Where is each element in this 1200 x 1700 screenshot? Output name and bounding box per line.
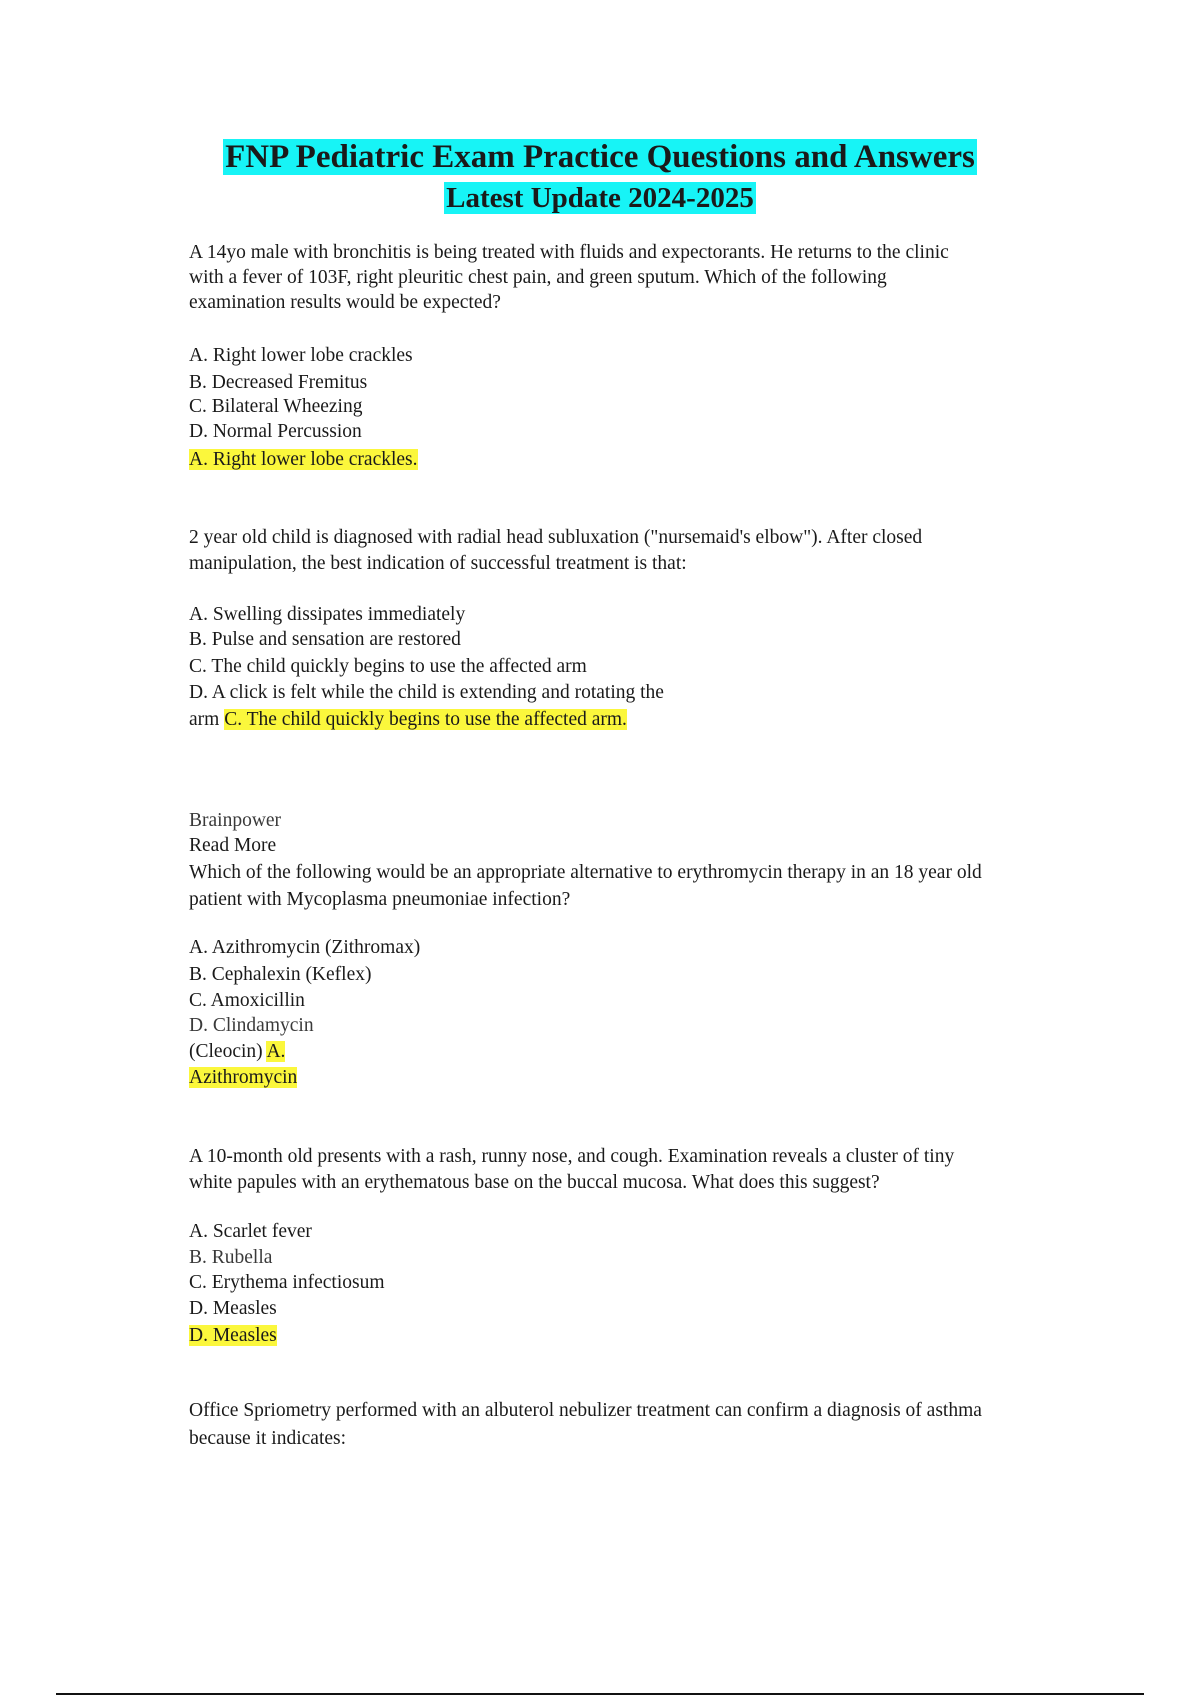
question-3-answer-part-1: A. [266,1041,286,1062]
document-title [0,136,1200,218]
question-2-option-a: A. Swelling dissipates immediately [189,604,466,625]
brainpower-label: Brainpower [189,810,282,831]
question-3-option-d: D. Clindamycin [189,1015,314,1036]
question-4-option-c: C. Erythema infectiosum [189,1272,385,1293]
question-3-option-c: C. Amoxicillin [189,990,305,1011]
question-2-stem-line-2: manipulation, the best indication of successful treatment is that: [189,553,687,574]
question-5-stem-line-1: Office Spriometry performed with an albuterol nebulizer treatment can confirm a diagnosis of asthma [189,1400,982,1421]
question-3-option-d-tail: (Cleocin) [189,1041,263,1062]
question-2-option-d: D. A click is felt while the child is extending and rotating the [189,682,664,703]
question-1-stem-line-3: examination results would be expected? [189,292,501,313]
question-3-option-a: A. Azithromycin (Zithromax) [189,937,421,958]
question-4-stem-line-2: white papules with an erythematous base on the buccal mucosa. What does this suggest? [189,1172,880,1193]
question-4-option-a: A. Scarlet fever [189,1221,312,1242]
question-3-option-b: B. Cephalexin (Keflex) [189,964,372,985]
question-3-answer-part-2: Azithromycin [189,1067,298,1088]
question-4-stem-line-1: A 10-month old presents with a rash, runny nose, and cough. Examination reveals a cluster of tiny [189,1146,955,1167]
question-1-stem-line-1: A 14yo male with bronchitis is being treated with fluids and expectorants. He returns to the clinic [189,242,949,263]
question-2-answer: C. The child quickly begins to use the affected arm. [224,709,627,730]
question-3-stem-line-1: Which of the following would be an appropriate alternative to erythromycin therapy in an 18 year old [189,862,982,883]
question-5-stem-line-2: because it indicates: [189,1428,347,1449]
question-4-option-b: B. Rubella [189,1247,273,1268]
question-1-option-b: B. Decreased Fremitus [189,372,368,393]
question-3-stem-line-2: patient with Mycoplasma pneumoniae infection? [189,889,571,910]
question-2-option-b: B. Pulse and sensation are restored [189,629,461,650]
question-1-option-d: D. Normal Percussion [189,421,362,442]
read-more-label: Read More [189,835,277,856]
question-1-option-c: C. Bilateral Wheezing [189,396,363,417]
title-line-1: FNP Pediatric Exam Practice Questions and Answers [225,139,975,175]
question-1-answer: A. Right lower lobe crackles. [189,449,418,470]
question-4-answer: D. Measles [189,1325,277,1346]
page-bottom-divider [56,1693,1144,1695]
question-2-stem-line-1: 2 year old child is diagnosed with radial head subluxation ("nursemaid's elbow"). After closed [189,527,923,548]
question-4-option-d: D. Measles [189,1298,277,1319]
question-2-option-c: C. The child quickly begins to use the affected arm [189,656,587,677]
question-2-option-d-tail: arm [189,709,220,730]
question-1-stem-line-2: with a fever of 103F, right pleuritic chest pain, and green sputum. Which of the following [189,267,887,288]
title-line-2: Latest Update 2024-2025 [446,182,754,214]
question-1-option-a: A. Right lower lobe crackles [189,345,413,366]
